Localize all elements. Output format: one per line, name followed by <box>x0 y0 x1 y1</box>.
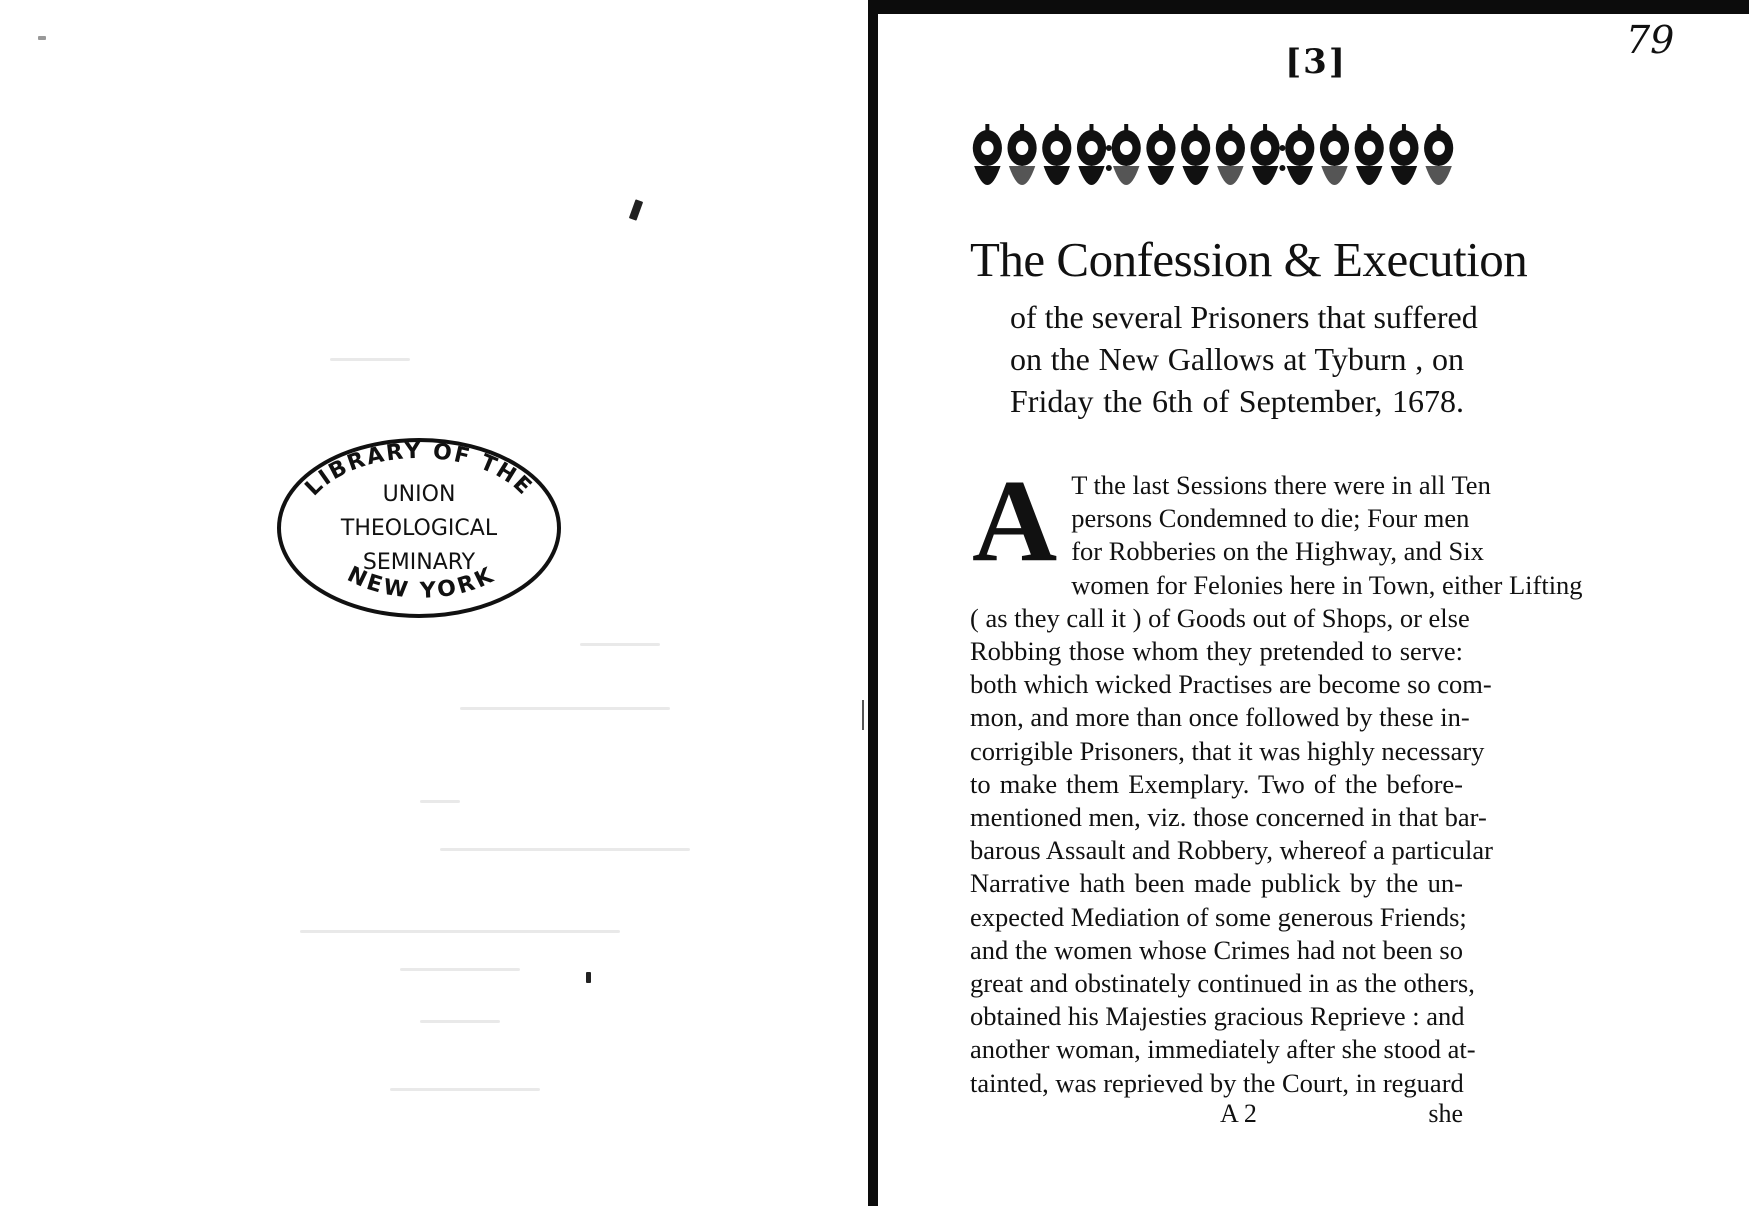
show-through <box>420 800 460 803</box>
printers-ornament <box>970 120 1456 202</box>
library-stamp-graphic <box>274 433 564 623</box>
body-line: women for Felonies here in Town, either Lifting <box>1071 569 1583 600</box>
catchword: she <box>1428 1099 1463 1128</box>
folio-number: 79 <box>1626 18 1675 62</box>
body-line: tainted, was reprieved by the Court, in reguard <box>970 1067 1464 1098</box>
body-line: ( as they call it ) of Goods out of Shops, or else <box>970 602 1470 633</box>
ornament-fleuron <box>1389 124 1418 185</box>
body-line: expected Mediation of some generous Friends; <box>970 901 1467 932</box>
body-line: for Robberies on the Highway, and Six <box>1071 536 1484 567</box>
ornament-fleuron <box>1320 124 1349 185</box>
document-subtitle <box>1010 296 1478 422</box>
body-line: barous Assault and Robbery, whereof a particular <box>970 835 1493 866</box>
ornament-fleuron <box>1424 124 1453 185</box>
stamp-ring-top: LIBRARY OF THE <box>300 438 538 502</box>
ornament-separator-dot <box>1106 165 1112 171</box>
ornament-fleuron <box>1355 124 1384 185</box>
ornament-fleuron <box>1112 124 1141 185</box>
ornament-separator-dot <box>1106 145 1112 151</box>
body-line: to make them Exemplary. Two of the before- <box>970 768 1463 799</box>
speck <box>38 36 46 40</box>
show-through <box>420 1020 500 1023</box>
body-line: Robbing those whom they pretended to serve: <box>970 636 1463 667</box>
stamp-line-1: UNION <box>382 482 456 507</box>
body-line: great and obstinately continued in as the others, <box>970 968 1475 999</box>
ornament-fleuron <box>1285 124 1314 185</box>
ornament-fleuron <box>1077 124 1106 185</box>
left-page <box>0 0 868 1206</box>
show-through <box>400 968 520 971</box>
ornament-separator-dot <box>1279 145 1285 151</box>
show-through <box>460 707 670 710</box>
ornament-fleuron <box>1042 124 1071 185</box>
body-line: another woman, immediately after she stood at- <box>970 1034 1476 1065</box>
body-line: T the last Sessions there were in all Ten <box>1071 470 1491 500</box>
body-line: mon, and more than once followed by these in- <box>970 702 1470 733</box>
subtitle-line: Friday the 6th of September, 1678. <box>1010 383 1464 419</box>
binding-edge-mark <box>862 700 864 730</box>
signature-mark: A 2 <box>1220 1099 1257 1128</box>
stamp-line-2: THEOLOGICAL <box>340 516 498 541</box>
ink-blot <box>629 199 643 221</box>
ornament-fleuron <box>1216 124 1245 185</box>
ornament-separator-dot <box>1279 165 1285 171</box>
body-line: obtained his Majesties gracious Reprieve : and <box>970 1001 1465 1032</box>
ornament-fleuron <box>1250 124 1279 185</box>
show-through <box>390 1088 540 1091</box>
ornament-fleuron <box>1181 124 1210 185</box>
page-footer <box>970 1099 1463 1133</box>
page-top-edge <box>878 0 1749 14</box>
ink-dot <box>586 972 591 983</box>
show-through <box>300 930 620 933</box>
ornament-fleuron <box>1007 124 1036 185</box>
ornament-fleuron <box>1146 124 1175 185</box>
body-text <box>970 455 1583 1100</box>
ornament-band-graphic <box>970 120 1456 202</box>
body-line: mentioned men, viz. those concerned in that bar- <box>970 802 1487 833</box>
library-stamp <box>274 433 564 623</box>
ornament-fleuron <box>973 124 1002 185</box>
page-number: [3] <box>1285 42 1347 82</box>
body-line: both which wicked Practises are become so com- <box>970 669 1492 700</box>
show-through <box>440 848 690 851</box>
show-through <box>580 643 660 646</box>
body-line: Narrative hath been made publick by the un- <box>970 868 1463 899</box>
document-title: The Confession & Execution <box>970 232 1528 287</box>
book-gutter <box>868 0 878 1206</box>
body-line: persons Condemned to die; Four men <box>1071 503 1470 534</box>
body-line: corrigible Prisoners, that it was highly necessary <box>970 735 1485 766</box>
drop-cap: A <box>972 455 1058 586</box>
body-line: and the women whose Crimes had not been so <box>970 934 1463 965</box>
stamp-line-3: SEMINARY <box>362 550 476 575</box>
subtitle-line: of the several Prisoners that suffered <box>1010 299 1478 335</box>
right-page <box>878 14 1749 1206</box>
stamp-ring-bottom: NEW YORK <box>343 562 500 604</box>
subtitle-line: on the New Gallows at Tyburn , on <box>1010 341 1464 377</box>
show-through <box>330 358 410 361</box>
